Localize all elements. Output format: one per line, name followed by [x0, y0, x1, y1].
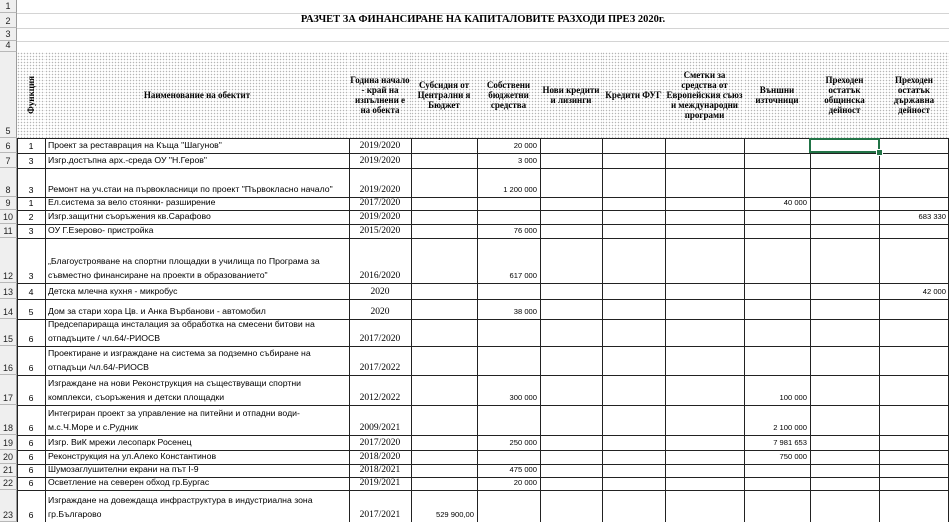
cell-external[interactable] [744, 153, 810, 168]
cell-subsidy[interactable] [411, 283, 477, 299]
cell-year[interactable]: 2019/2020 [359, 156, 401, 166]
cell-function[interactable]: 6 [28, 452, 34, 462]
cell-external[interactable]: 40 000 [783, 198, 807, 207]
row-number[interactable]: 5 [0, 52, 17, 138]
row-number[interactable]: 21 [0, 464, 17, 477]
header-year: Година начало - край на изпълнени е на обекта [349, 52, 411, 138]
cell-transfer-state[interactable] [879, 435, 949, 450]
cell-subsidy[interactable] [411, 405, 477, 435]
cell-external[interactable] [744, 490, 810, 522]
header-fug: Кредити ФУГ [602, 52, 665, 138]
header-eu-funds: Сметки за средства от Европейския съюз и международни програми [665, 52, 744, 138]
cell-function[interactable]: 3 [28, 226, 34, 236]
row-number[interactable]: 18 [0, 405, 17, 435]
cell-transfer-state[interactable] [879, 477, 949, 490]
cell-object-name[interactable]: Реконструкция на ул.Алеко Константинов [48, 450, 217, 461]
cell-function[interactable]: 3 [28, 185, 34, 195]
cell-own-funds[interactable]: 250 000 [509, 438, 537, 447]
cell-object-name[interactable]: Ел.система за вело стоянки- разширение [48, 197, 216, 207]
cell-year[interactable]: 2016/2020 [359, 271, 401, 281]
cell-object-name[interactable]: Дом за стари хора Цв. и Анка Върбанови - автомобил [48, 305, 266, 316]
row-number[interactable]: 8 [0, 168, 17, 197]
cell-own-funds[interactable] [477, 490, 540, 522]
cell-function[interactable]: 1 [28, 198, 34, 208]
cell-object-name[interactable]: Изграждане на довеждаща инфраструктура в индустриална зона гр.Българово [48, 495, 313, 519]
cell-object-name[interactable]: Предсепарираща инсталация за обработка на смесени битови на отпадъците / чл.64/-РИОСВ [48, 319, 315, 343]
cell-own-funds[interactable] [477, 450, 540, 464]
cell-own-funds[interactable]: 1 200 000 [503, 185, 537, 194]
cell-year[interactable]: 2019/2021 [359, 478, 401, 488]
cell-function[interactable]: 6 [28, 423, 34, 433]
header-own-funds: Собствени бюджетни средства [477, 52, 540, 138]
cell-transfer-state[interactable] [879, 405, 949, 435]
row-number[interactable]: 1 [0, 0, 17, 13]
cell-subsidy[interactable] [411, 464, 477, 477]
cell-subsidy[interactable] [411, 168, 477, 197]
cell-function[interactable]: 3 [28, 271, 34, 281]
cell-own-funds[interactable] [477, 210, 540, 224]
row-number[interactable]: 12 [0, 238, 17, 283]
fill-handle[interactable] [876, 149, 883, 156]
cell-own-funds[interactable] [477, 283, 540, 299]
cell-function[interactable]: 6 [28, 334, 34, 344]
cell-external[interactable] [744, 168, 810, 197]
cell-own-funds[interactable]: 475 000 [509, 465, 537, 474]
row-number[interactable]: 14 [0, 299, 17, 319]
cell-function[interactable]: 2 [28, 212, 34, 222]
row-number[interactable]: 15 [0, 319, 17, 346]
cell-subsidy[interactable] [411, 138, 477, 153]
header-function: Функция [17, 52, 45, 138]
cell-own-funds[interactable] [477, 346, 540, 375]
cell-subsidy[interactable]: 529 900,00 [435, 510, 474, 519]
cell-object-name[interactable]: Интегриран проект за управление на питейни и отпадни води-м.с.Ч.Море и с.Рудник [48, 408, 300, 432]
cell-object-name[interactable]: ОУ Г.Езерово- пристройка [48, 224, 154, 235]
cell-object-name[interactable]: „Благоустрояване на спортни площадки в училища по Програма за съвместно финансиране на проекти в образованието" [48, 256, 320, 280]
cell-transfer-state[interactable]: 42 000 [922, 287, 946, 296]
cell-external[interactable] [744, 346, 810, 375]
cell-object-name[interactable]: Изгр.достъпна арх.-среда ОУ "Н.Геров" [48, 154, 207, 165]
row-number[interactable]: 16 [0, 346, 17, 375]
cell-year[interactable]: 2012/2022 [359, 393, 401, 403]
cell-transfer-state[interactable] [879, 450, 949, 464]
row-number[interactable]: 2 [0, 13, 17, 28]
cell-object-name[interactable]: Изграждане на нови Реконструкция на съществуващи спортни комплекси, съоръжения и детски площадки [48, 378, 301, 402]
cell-transfer-state[interactable] [879, 464, 949, 477]
cell-function[interactable]: 5 [28, 307, 34, 317]
row-number[interactable]: 3 [0, 28, 17, 41]
sheet-title: РАЗЧЕТ ЗА ФИНАНСИРАНЕ НА КАПИТАЛОВИТЕ РАЗХОДИ ПРЕЗ 2020г. [300, 14, 666, 25]
cell-year[interactable]: 2017/2022 [359, 363, 401, 373]
cell-subsidy[interactable] [411, 319, 477, 346]
cell-subsidy[interactable] [411, 224, 477, 238]
row-number[interactable]: 20 [0, 450, 17, 464]
row-number[interactable]: 7 [0, 153, 17, 168]
cell-own-funds[interactable] [477, 405, 540, 435]
cell-own-funds[interactable] [477, 319, 540, 346]
cell-object-name[interactable]: Ремонт на уч.стаи на първокласници по проект "Първокласно начало" [48, 183, 333, 194]
cell-object-name[interactable]: Детска млечна кухня - микробус [48, 285, 178, 296]
cell-year[interactable]: 2017/2020 [359, 438, 401, 448]
cell-transfer-state[interactable] [879, 224, 949, 238]
cell-year[interactable]: 2020 [370, 287, 390, 297]
cell-external[interactable] [744, 210, 810, 224]
cell-object-name[interactable]: Изгр.защитни съоръжения кв.Сарафово [48, 210, 211, 221]
cell-function[interactable]: 4 [28, 287, 34, 297]
row-number[interactable]: 11 [0, 224, 17, 238]
cell-external[interactable] [744, 238, 810, 283]
cell-function[interactable]: 6 [28, 438, 34, 448]
row-number[interactable]: 13 [0, 283, 17, 299]
row-number[interactable]: 6 [0, 138, 17, 153]
cell-external[interactable] [744, 283, 810, 299]
cell-subsidy[interactable] [411, 299, 477, 319]
row-number[interactable]: 19 [0, 435, 17, 450]
cell-transfer-state[interactable] [879, 168, 949, 197]
cell-subsidy[interactable] [411, 346, 477, 375]
cell-function[interactable]: 6 [28, 393, 34, 403]
cell-external[interactable] [744, 477, 810, 490]
cell-external[interactable] [744, 299, 810, 319]
cell-function[interactable]: 6 [28, 465, 34, 475]
cell-subsidy[interactable] [411, 435, 477, 450]
cell-function[interactable]: 6 [28, 510, 34, 520]
cell-year[interactable]: 2019/2020 [359, 185, 401, 195]
cell-own-funds[interactable]: 617 000 [509, 271, 537, 280]
row-number[interactable]: 22 [0, 477, 17, 490]
cell-own-funds[interactable]: 3 000 [517, 156, 537, 165]
cell-external[interactable] [744, 138, 810, 153]
cell-subsidy[interactable] [411, 375, 477, 405]
cell-subsidy[interactable] [411, 197, 477, 210]
cell-transfer-state[interactable] [879, 375, 949, 405]
cell-transfer-state[interactable] [879, 490, 949, 522]
cell-subsidy[interactable] [411, 450, 477, 464]
cell-function[interactable]: 3 [28, 156, 34, 166]
row-line [17, 41, 949, 42]
cell-year[interactable]: 2019/2020 [359, 212, 401, 222]
cell-year[interactable]: 2019/2020 [359, 141, 401, 151]
cell-transfer-state[interactable] [879, 138, 949, 153]
row-number[interactable]: 4 [0, 41, 17, 52]
cell-external[interactable]: 100 000 [779, 393, 807, 402]
cell-external[interactable]: 2 100 000 [773, 423, 807, 432]
cell-transfer-state[interactable] [879, 153, 949, 168]
header-external: Външни източници [744, 52, 810, 138]
cell-subsidy[interactable] [411, 238, 477, 283]
cell-transfer-state[interactable] [879, 197, 949, 210]
cell-year[interactable]: 2009/2021 [359, 423, 401, 433]
cell-function[interactable]: 6 [28, 478, 34, 488]
cell-year[interactable]: 2017/2020 [359, 198, 401, 208]
cell-subsidy[interactable] [411, 477, 477, 490]
cell-own-funds[interactable]: 300 000 [509, 393, 537, 402]
header-name: Наименование на обектит [45, 52, 349, 138]
cell-object-name[interactable]: Проект за реставрация на Къща "Шагунов" [48, 139, 222, 150]
cell-object-name[interactable]: Изгр. ВиК мрежи лесопарк Росенец [48, 436, 192, 447]
cell-transfer-state[interactable] [879, 238, 949, 283]
cell-year[interactable]: 2018/2020 [359, 452, 401, 462]
cell-external[interactable]: 750 000 [779, 452, 807, 461]
cell-external[interactable]: 7 981 653 [773, 438, 807, 447]
row-number[interactable]: 10 [0, 210, 17, 224]
header-transfer-state: Преходен остатък държавна дейност [879, 52, 949, 138]
cell-transfer-state[interactable] [879, 319, 949, 346]
cell-object-name[interactable]: Осветление на северен обход гр.Бургас [48, 477, 210, 487]
cell-year[interactable]: 2020 [370, 307, 390, 317]
cell-subsidy[interactable] [411, 210, 477, 224]
header-loans: Нови кредити и лизинги [540, 52, 602, 138]
cell-own-funds[interactable]: 20 000 [513, 141, 537, 150]
cell-own-funds[interactable]: 76 000 [513, 226, 537, 235]
cell-transfer-state[interactable] [879, 299, 949, 319]
cell-external[interactable] [744, 464, 810, 477]
row-number[interactable]: 9 [0, 197, 17, 210]
cell-external[interactable] [744, 224, 810, 238]
cell-transfer-state[interactable] [879, 346, 949, 375]
cell-year[interactable]: 2017/2020 [359, 334, 401, 344]
cell-own-funds[interactable] [477, 197, 540, 210]
cell-function[interactable]: 6 [28, 363, 34, 373]
cell-transfer-state[interactable]: 683 330 [918, 212, 946, 221]
row-line [17, 28, 949, 29]
row-number[interactable]: 23 [0, 490, 17, 522]
row-number[interactable]: 17 [0, 375, 17, 405]
cell-subsidy[interactable] [411, 153, 477, 168]
cell-own-funds[interactable]: 38 000 [513, 307, 537, 316]
cell-own-funds[interactable]: 20 000 [513, 478, 537, 487]
cell-object-name[interactable]: Шумозаглушителни екрани на път I-9 [48, 464, 199, 474]
cell-year[interactable]: 2018/2021 [359, 465, 401, 475]
cell-year[interactable]: 2017/2021 [359, 510, 401, 520]
header-transfer-municipal: Преходен остатък общинска дейност [810, 52, 879, 138]
cell-year[interactable]: 2015/2020 [359, 226, 401, 236]
cell-external[interactable] [744, 319, 810, 346]
cell-object-name[interactable]: Проектиране и изграждане на система за подземно събиране на отпадъци /чл.64/-РИОСВ [48, 348, 311, 372]
selected-cell[interactable] [809, 138, 880, 153]
header-subsidy: Субсидия от Централни я Бюджет [411, 52, 477, 138]
cell-function[interactable]: 1 [28, 141, 34, 151]
